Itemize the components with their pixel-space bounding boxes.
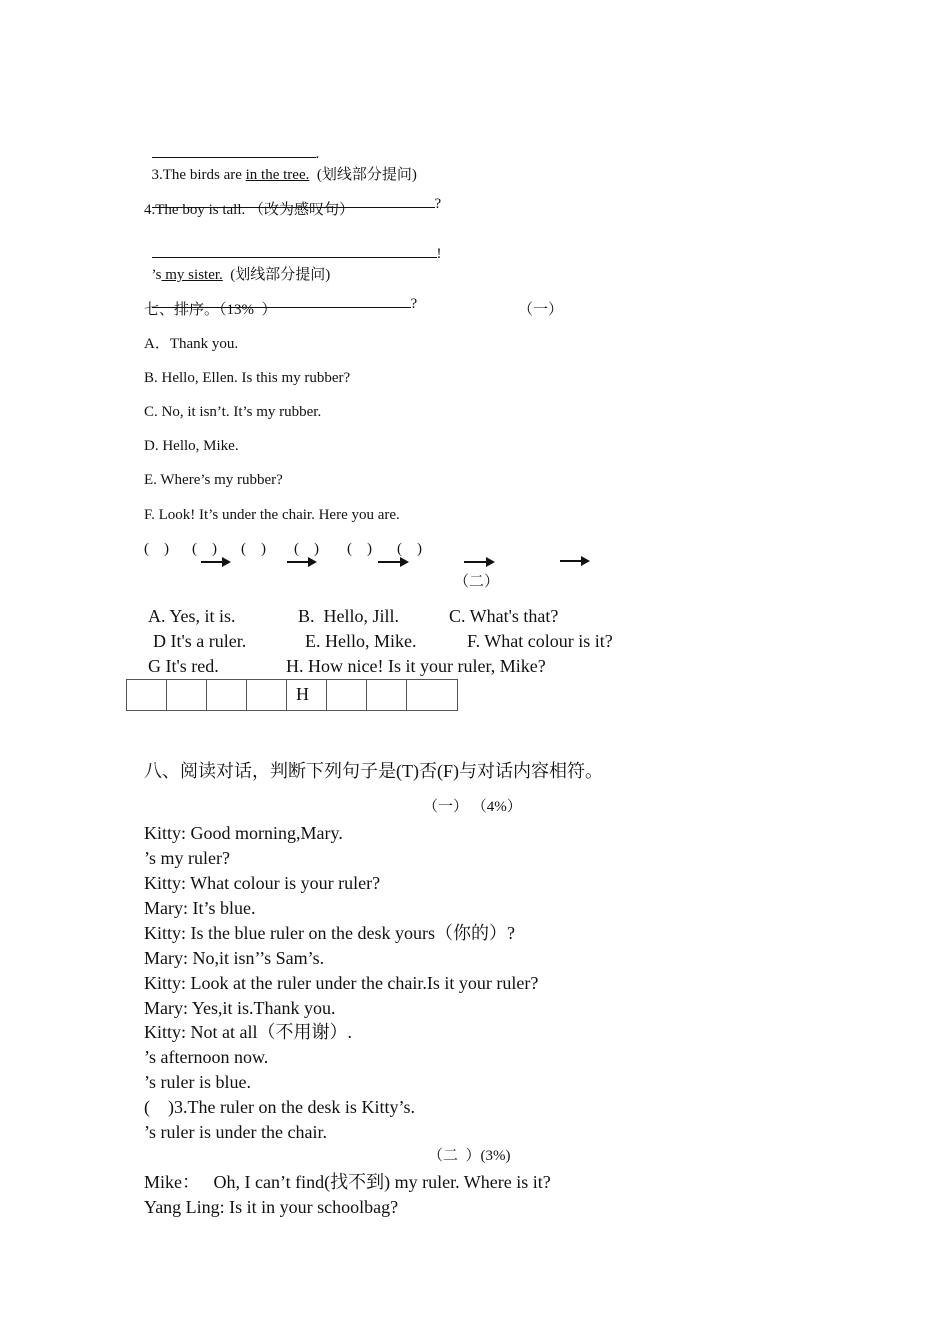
arrow-right-icon bbox=[378, 556, 409, 568]
judgement-item: ’s afternoon now. bbox=[144, 1047, 269, 1067]
section-7-part-1-label: （一） bbox=[518, 302, 564, 318]
order-blank-6[interactable]: ( ) bbox=[397, 541, 422, 557]
option-row-2b: E. Hello, Mike. bbox=[305, 631, 417, 651]
arrow-right-icon bbox=[201, 556, 231, 568]
dialogue-1-line: Kitty: What colour is your ruler? bbox=[144, 873, 381, 893]
judgement-item: ( )3.The ruler on the desk is Kitty’s. bbox=[144, 1097, 415, 1117]
dialogue-1-line: Kitty: Good morning,Mary. bbox=[144, 823, 343, 843]
question-3-text: 3.The birds are bbox=[151, 167, 246, 183]
answer-cell[interactable] bbox=[167, 680, 207, 711]
dialogue-1-line: Mary: No,it isn’’s Sam’s. bbox=[144, 948, 325, 968]
option-e: E. Where’s my rubber? bbox=[144, 472, 283, 488]
answer-cell[interactable] bbox=[207, 680, 247, 711]
judgement-item: ’s ruler is blue. bbox=[144, 1072, 251, 1092]
option-row-1c: C. What's that? bbox=[449, 606, 559, 626]
dialogue-2-line: Yang Ling: Is it in your schoolbag? bbox=[144, 1197, 399, 1217]
question-5-text: ’s bbox=[151, 267, 162, 283]
section-8-part-1-label: （一） （4%） bbox=[423, 799, 522, 815]
option-b: B. Hello, Ellen. Is this my rubber? bbox=[144, 370, 351, 386]
option-row-1b: B. Hello, Jill. bbox=[298, 606, 400, 626]
answer-cell[interactable] bbox=[127, 680, 167, 711]
answer-line-4[interactable]: ! bbox=[144, 228, 442, 262]
option-row-2c: F. What colour is it? bbox=[467, 631, 613, 651]
arrow-right-icon bbox=[287, 556, 317, 568]
answer-cell[interactable] bbox=[327, 680, 367, 711]
option-c: C. No, it isn’t. It’s my rubber. bbox=[144, 404, 322, 420]
order-blank-3[interactable]: ( ) bbox=[241, 541, 266, 557]
answer-cell[interactable] bbox=[407, 680, 458, 711]
answer-line-1[interactable]: . bbox=[144, 128, 319, 162]
dialogue-2-line: Mike： Oh, I can’t find(找不到) my ruler. Where is it? bbox=[144, 1172, 551, 1192]
answer-line-5[interactable]: ? bbox=[144, 278, 417, 312]
answer-cell[interactable] bbox=[367, 680, 407, 711]
option-a: A．Thank you. bbox=[144, 336, 239, 352]
judgement-item: ’s ruler is under the chair. bbox=[144, 1122, 327, 1142]
question-5-underlined: my sister. bbox=[161, 267, 223, 283]
dialogue-1-line: ’s my ruler? bbox=[144, 848, 230, 868]
option-row-2a: D It's a ruler. bbox=[153, 631, 247, 651]
question-3-instruction: (划线部分提问) bbox=[309, 167, 417, 183]
dialogue-1-line: Kitty: Is the blue ruler on the desk yours（你的）? bbox=[144, 923, 515, 943]
answer-cell[interactable] bbox=[247, 680, 287, 711]
answer-line-3[interactable]: ? bbox=[144, 178, 441, 212]
section-7-heading: 七、排序。（13% ） bbox=[144, 302, 277, 318]
option-row-3b: H. How nice! Is it your ruler, Mike? bbox=[286, 656, 546, 676]
answer-grid bbox=[126, 679, 458, 711]
section-8-part-2-label: （二 ）(3%) bbox=[428, 1148, 511, 1164]
dialogue-1-line: Mary: It’s blue. bbox=[144, 898, 256, 918]
dialogue-1-line: Mary: Yes,it is.Thank you. bbox=[144, 998, 336, 1018]
option-f: F. Look! It’s under the chair. Here you are. bbox=[144, 507, 400, 523]
question-4: 4.The boy is tall. （改为感叹句） bbox=[144, 202, 354, 218]
option-row-1a: A. Yes, it is. bbox=[148, 606, 236, 626]
dialogue-1-line: Kitty: Look at the ruler under the chair.Is it your ruler? bbox=[144, 973, 539, 993]
section-8-heading: 八、阅读对话，判断下列句子是(T)否(F)与对话内容相符。 bbox=[144, 761, 603, 781]
order-blank-4[interactable]: ( ) bbox=[294, 541, 319, 557]
answer-cell[interactable]: H bbox=[287, 680, 327, 711]
arrow-right-icon bbox=[560, 555, 590, 567]
arrow-right-icon bbox=[464, 556, 495, 568]
order-blank-5[interactable]: ( ) bbox=[347, 541, 372, 557]
option-row-3a: G It's red. bbox=[148, 656, 219, 676]
dialogue-1-line: Kitty: Not at all（不用谢）. bbox=[144, 1022, 352, 1042]
question-5-instruction: (划线部分提问) bbox=[222, 267, 331, 283]
option-d: D. Hello, Mike. bbox=[144, 438, 239, 454]
section-7-part-2-label: （二） bbox=[454, 574, 500, 590]
question-3-underlined: in the tree. bbox=[245, 167, 310, 183]
order-blank-1[interactable]: ( ) bbox=[144, 541, 169, 557]
order-blank-2[interactable]: ( ) bbox=[192, 541, 217, 557]
